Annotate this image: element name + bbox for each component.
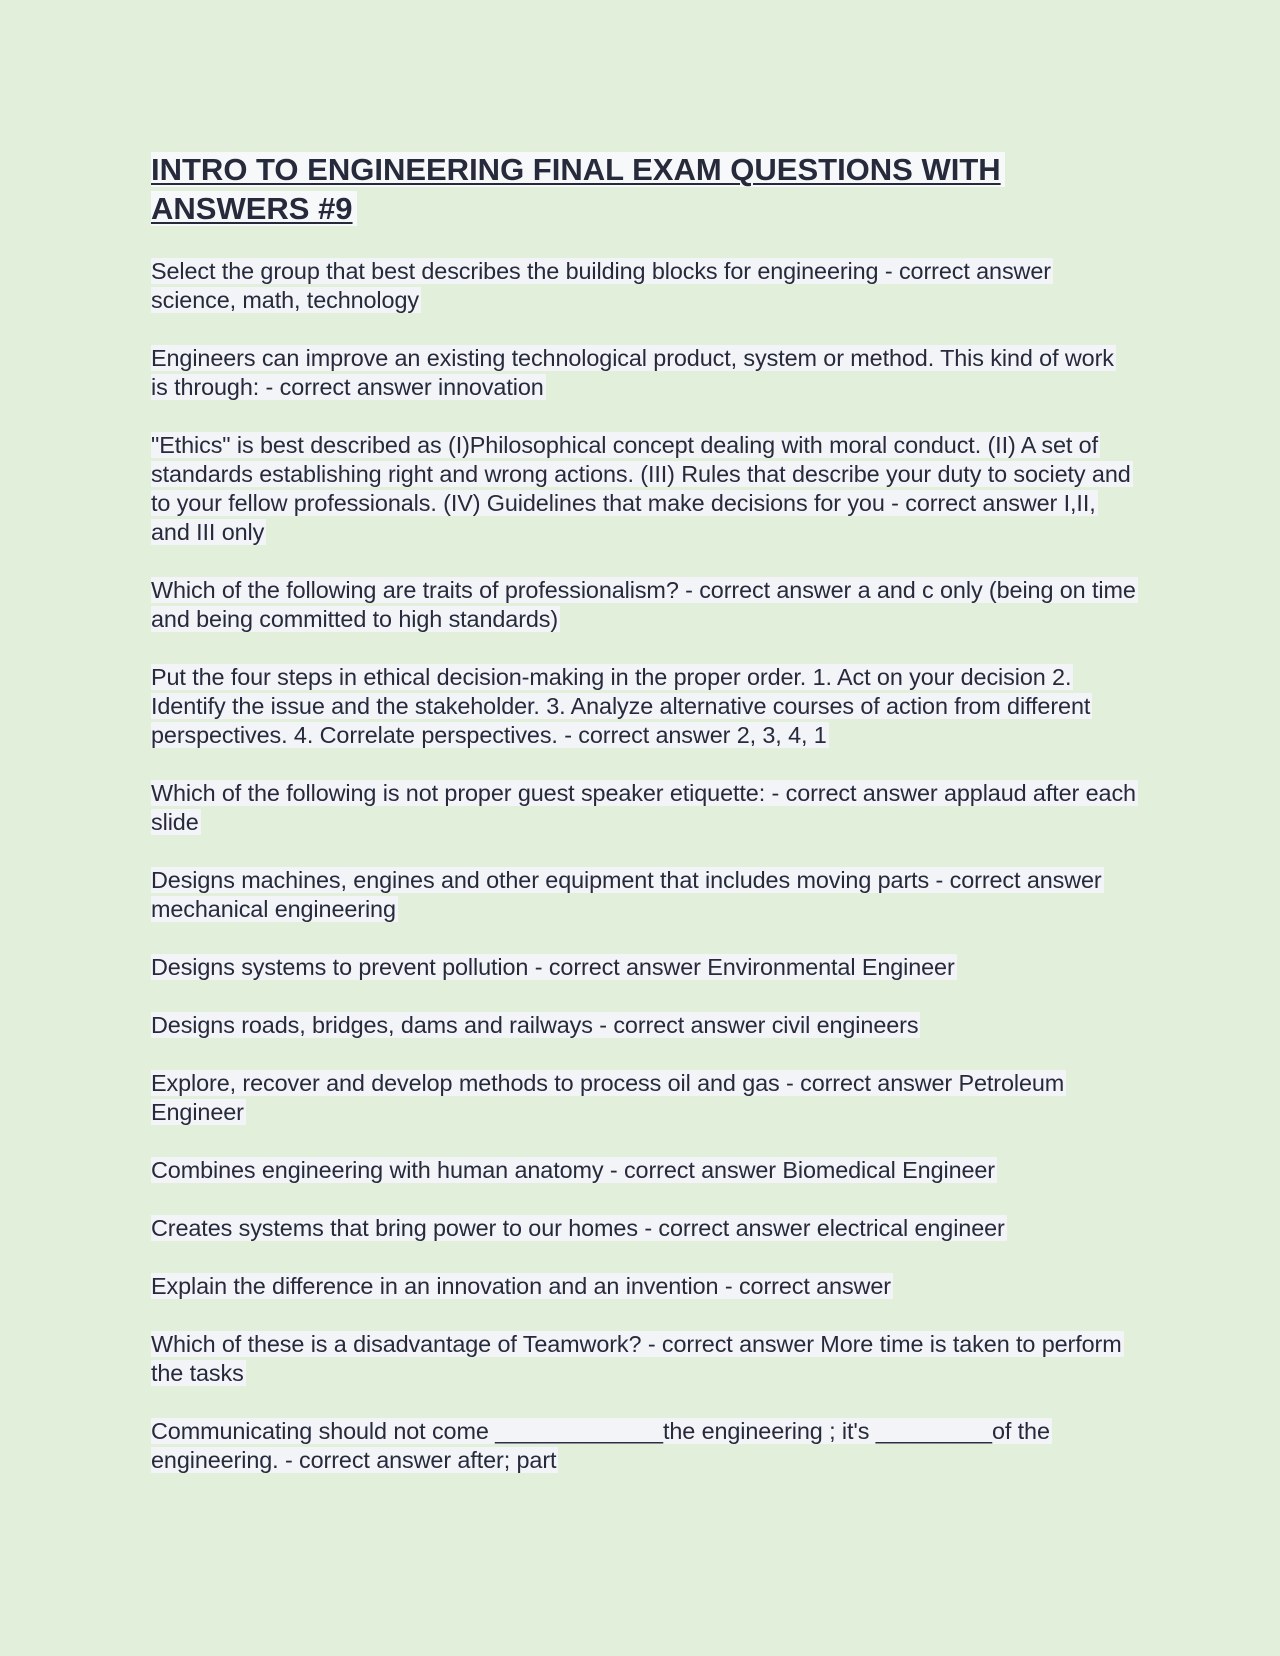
qa-text: Put the four steps in ethical decision-making in the proper order. 1. Act on your decision 2. Identify the issue and the stakeholder. 3. Analyze alternative courses of action from different perspectives. 4. Correlate perspectives. - correct answer 2, 3, 4, 1 xyxy=(151,664,1091,748)
qa-text: Communicating should not come _____________the engineering ; it's _________of the engineering. - correct answer after; part xyxy=(151,1418,1050,1473)
qa-item xyxy=(151,866,1136,924)
qa-text: Designs machines, engines and other equipment that includes moving parts - correct answer mechanical engineering xyxy=(151,867,1102,922)
qa-item xyxy=(151,1272,1136,1301)
qa-text: Combines engineering with human anatomy - correct answer Biomedical Engineer xyxy=(151,1157,995,1183)
qa-text: Explore, recover and develop methods to process oil and gas - correct answer Petroleum Engineer xyxy=(151,1070,1065,1125)
qa-text: Which of the following is not proper guest speaker etiquette: - correct answer applaud after each slide xyxy=(151,780,1136,835)
question-answer-list xyxy=(151,257,1136,1475)
qa-text: Designs roads, bridges, dams and railways - correct answer civil engineers xyxy=(151,1012,919,1038)
qa-text: Explain the difference in an innovation and an invention - correct answer xyxy=(151,1273,891,1299)
qa-item xyxy=(151,1330,1136,1388)
qa-text: "Ethics" is best described as (I)Philosophical concept dealing with moral conduct. (II) A set of standards establishing right and wrong actions. (III) Rules that describe your duty to society and to your fellow professionals. (IV) Guidelines that make decisions for you - correct answer I,II, and III only xyxy=(151,432,1131,545)
qa-item xyxy=(151,431,1136,547)
qa-item xyxy=(151,344,1136,402)
qa-item xyxy=(151,1156,1136,1185)
qa-item xyxy=(151,1069,1136,1127)
qa-text: Creates systems that bring power to our homes - correct answer electrical engineer xyxy=(151,1215,1005,1241)
document-title xyxy=(151,150,1136,228)
qa-text: Which of these is a disadvantage of Teamwork? - correct answer More time is taken to perform the tasks xyxy=(151,1331,1122,1386)
qa-item xyxy=(151,1214,1136,1243)
qa-text: Which of the following are traits of professionalism? - correct answer a and c only (being on time and being committed to high standards) xyxy=(151,577,1136,632)
document-title-text: INTRO TO ENGINEERING FINAL EXAM QUESTIONS WITH ANSWERS #9 xyxy=(151,152,1005,226)
qa-text: Engineers can improve an existing technological product, system or method. This kind of work is through: - correct answer innovation xyxy=(151,345,1114,400)
qa-text: Select the group that best describes the building blocks for engineering - correct answer science, math, technology xyxy=(151,258,1051,313)
document-content xyxy=(151,150,1136,1504)
qa-item xyxy=(151,576,1136,634)
qa-item xyxy=(151,1011,1136,1040)
qa-item xyxy=(151,779,1136,837)
qa-item xyxy=(151,257,1136,315)
qa-item xyxy=(151,1417,1136,1475)
qa-item xyxy=(151,953,1136,982)
qa-item xyxy=(151,663,1136,750)
qa-text: Designs systems to prevent pollution - correct answer Environmental Engineer xyxy=(151,954,955,980)
